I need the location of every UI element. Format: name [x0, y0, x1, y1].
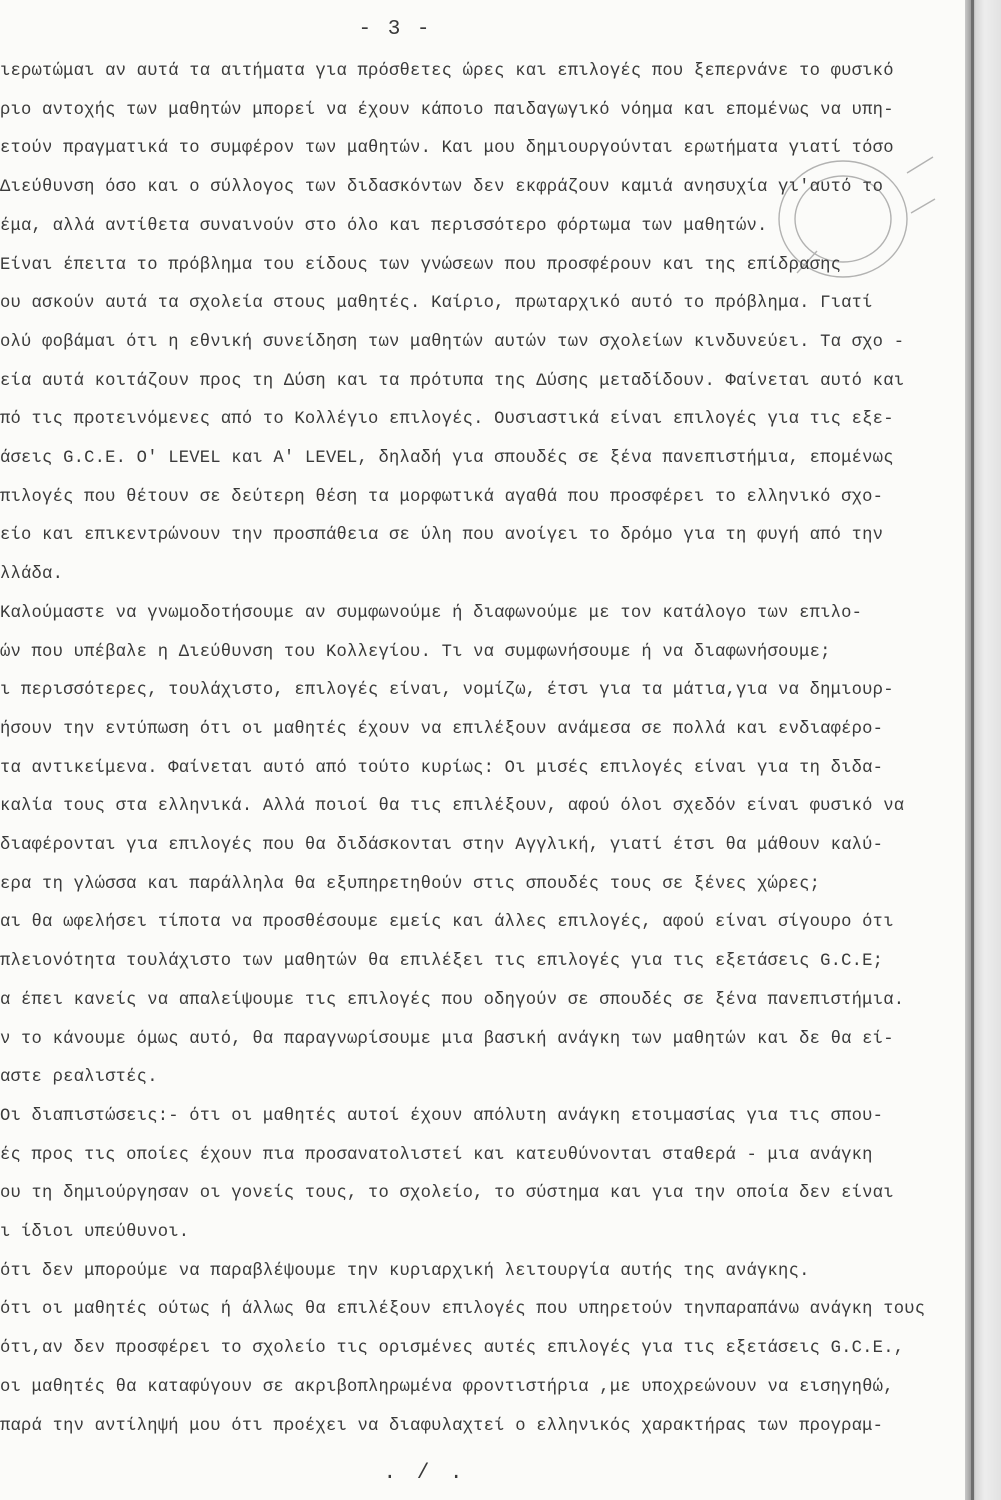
text-line: αι θα ωφελήσει τίποτα να προσθέσουμε εμείς και άλλες επιλογές, αφού είναι σίγουρο ότι: [0, 913, 894, 933]
page-number: - 3 -: [358, 18, 432, 41]
text-line: έμα, αλλά αντίθετα συναινούν στο όλο και περισσότερο φόρτωμα των μαθητών.: [0, 216, 768, 236]
text-line: Είναι έπειτα το πρόβλημα του είδους των γνώσεων που προσφέρουν και της επίδρασης: [0, 255, 842, 275]
text-line: αστε ρεαλιστές.: [0, 1068, 158, 1088]
text-line: οι μαθητές θα καταφύγουν σε ακριβοπληρωμένα φροντιστήρια ,με υποχρεώνουν να εισηγηθώ,: [0, 1377, 894, 1397]
continuation-mark: . / .: [383, 1462, 467, 1485]
text-line: ν το κάνουμε όμως αυτό, θα παραγνωρίσουμε μια βασική ανάγκη των μαθητών και δε θα εί-: [0, 1029, 894, 1049]
text-line: Οι διαπιστώσεις:- ότι οι μαθητές αυτοί έχουν απόλυτη ανάγκη ετοιμασίας για τις σπου-: [0, 1106, 884, 1126]
text-line: Καλούμαστε να γνωμοδοτήσουμε αν συμφωνούμε ή διαφωνούμε με τον κατάλογο των επιλο-: [0, 603, 863, 623]
text-line: πό τις προτεινόμενες από το Κολλέγιο επιλογές. Ουσιαστικά είναι επιλογές για τις εξε-: [0, 410, 894, 430]
text-line: Διεύθυνση όσο και ο σύλλογος των διδασκόντων δεν εκφράζουν καμιά ανησυχία γι'αυτό το: [0, 178, 884, 198]
text-line: ότι δεν μπορούμε να παραβλέψουμε την κυριαρχική λειτουργία αυτής της ανάγκης.: [0, 1261, 810, 1281]
text-line: ι περισσότερες, τουλάχιστο, επιλογές είναι, νομίζω, έτσι για τα μάτια,για να δημιουρ-: [0, 681, 894, 701]
text-line: ι ίδιοι υπεύθυνοι.: [0, 1223, 190, 1242]
text-line: ότι,αν δεν προσφέρει το σχολείο τις ορισμένες αυτές επιλογές για τις εξετάσεις G.C.E.,: [0, 1339, 905, 1359]
text-line: παρά την αντίληψή μου ότι προέχει να διαφυλαχτεί ο ελληνικός χαρακτήρας των προγραμ-: [0, 1416, 884, 1436]
text-line: ιερωτώμαι αν αυτά τα αιτήματα για πρόσθετες ώρες και επιλογές που ξεπερνάνε το φυσικό: [0, 62, 894, 81]
text-line: καλία τους στα ελληνικά. Αλλά ποιοί θα τις επιλέξουν, αφού όλοι σχεδόν είναι φυσικό να: [0, 797, 905, 817]
text-line: ές προς τις οποίες έχουν πια προσανατολιστεί και κατευθύνονται σταθερά - μια ανάγκη: [0, 1145, 873, 1165]
text-line: διαφέρονται για επιλογές που θα διδάσκονται στην Αγγλική, γιατί έτσι θα μάθουν καλύ-: [0, 836, 884, 855]
text-line: ου ασκούν αυτά τα σχολεία στους μαθητές. Καίριο, πρωταρχικό αυτό το πρόβλημα. Γιατί: [0, 294, 873, 314]
text-line: τα αντικείμενα. Φαίνεται αυτό από τούτο κυρίως: Οι μισές επιλογές είναι για τη διδα-: [0, 758, 884, 778]
text-line: ότι οι μαθητές ούτως ή άλλως θα επιλέξουν επιλογές που υπηρετούν τηνπαραπάνω ανάγκη τους: [0, 1300, 926, 1320]
text-line: άσεις G.C.E. O' LEVEL και A' LEVEL, δηλαδή για σπουδές σε ξένα πανεπιστήμια, επομένως: [0, 449, 894, 468]
text-line: α έπει κανείς να απαλείψουμε τις επιλογές που οδηγούν σε σπουδές σε ξένα πανεπιστήμια.: [0, 990, 905, 1010]
text-line: ετούν πραγματικά το συμφέρον των μαθητών. Και μου δημιουργούνται ερωτήματα γιατί τόσο: [0, 139, 894, 159]
text-line: ριο αντοχής των μαθητών μπορεί να έχουν κάποιο παιδαγωγικό νόημα και επομένως να υπη-: [0, 100, 894, 120]
text-line: ερα τη γλώσσα και παράλληλα θα εξυπηρετηθούν στις σπουδές τους σε ξένες χώρες;: [0, 874, 821, 894]
text-line: είο και επικεντρώνουν την προσπάθεια σε ύλη που ανοίγει το δρόμο για τη φυγή από την: [0, 526, 884, 546]
text-line: λλάδα.: [0, 565, 64, 585]
text-line: πλειονότητα τουλάχιστο των μαθητών θα επιλέξει τις επιλογές για τις εξετάσεις G.C.E;: [0, 952, 884, 972]
text-line: πιλογές που θέτουν σε δεύτερη θέση τα μορφωτικά αγαθά που προσφέρει το ελληνικό σχο-: [0, 487, 884, 507]
text-line: ου τη δημιούργησαν οι γονείς τους, το σχολείο, το σύστημα και για την οποία δεν είναι: [0, 1184, 894, 1204]
page-binding-edge: [965, 0, 1001, 1500]
text-line: ολύ φοβάμαι ότι η εθνική συνείδηση των μαθητών αυτών των σχολείων κινδυνεύει. Τα σχο -: [0, 332, 905, 352]
text-line: εία αυτά κοιτάζουν προς τη Δύση και τα πρότυπα της Δύσης μεταδίδουν. Φαίνεται αυτό και: [0, 371, 905, 391]
text-line: ήσουν την εντύπωση ότι οι μαθητές έχουν να επιλέξουν ανάμεσα σε πολλά και ενδιαφέρο-: [0, 719, 884, 739]
text-line: ών που υπέβαλε η Διεύθυνση του Κολλεγίου. Τι να συμφωνήσουμε ή να διαφωνήσουμε;: [0, 642, 831, 662]
